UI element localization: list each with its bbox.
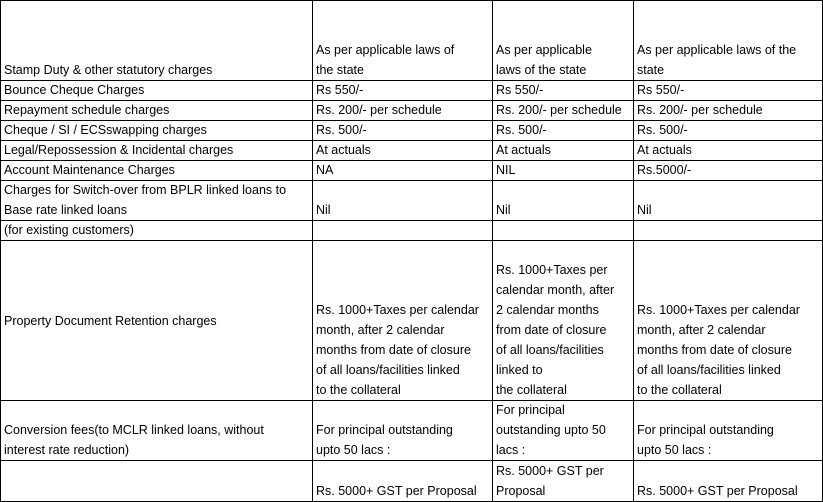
cell-text-line: Property Document Retention charges (4, 313, 217, 328)
value-cell (493, 401, 633, 460)
cell-text-line: Charges for Switch-over from BPLR linked loans to (4, 183, 287, 197)
value-cell (313, 1, 492, 80)
value-cell (313, 181, 492, 220)
row-label-cell (1, 141, 312, 160)
cell-text-line: Legal/Repossession & Incidental charges (4, 143, 234, 157)
cell-text-line: outstanding upto 50 (496, 423, 606, 437)
value-cell (313, 121, 492, 140)
cell-text-line: Rs. 5000+ GST per (496, 464, 604, 478)
cell-text-line: the collateral (496, 383, 567, 397)
value-cell (634, 101, 822, 120)
row-label-cell (1, 101, 312, 120)
value-cell (313, 141, 492, 160)
cell-text-line: Rs. 500/- (496, 123, 547, 137)
cell-text-line: Rs. 200/- per schedule (637, 103, 763, 117)
cell-text-line: state (637, 63, 665, 77)
row-label-cell (1, 1, 312, 80)
value-cell (634, 181, 822, 220)
cell-text-line: NIL (496, 163, 516, 177)
cell-text-line: calendar month, after (496, 283, 615, 297)
row-label-cell (1, 461, 312, 501)
value-cell (313, 101, 492, 120)
cell-text-line: to the collateral (316, 383, 401, 397)
cell-text-line: Rs 550/- (637, 83, 685, 97)
cell-text-line: Rs 550/- (496, 83, 544, 97)
cell-text-line: As per applicable laws of (316, 43, 455, 57)
cell-text-line: At actuals (637, 143, 692, 157)
cell-text-line: Rs. 200/- per schedule (496, 103, 622, 117)
value-cell (634, 241, 822, 400)
value-cell (313, 221, 492, 240)
cell-text-line: At actuals (496, 143, 551, 157)
value-cell (313, 81, 492, 100)
cell-text-line: laws of the state (496, 63, 587, 77)
value-cell (313, 241, 492, 400)
value-cell (313, 401, 492, 460)
cell-text-line: Nil (316, 203, 331, 217)
cell-text-line: Cheque / SI / ECSswapping charges (4, 123, 207, 137)
cell-text-line: Account Maintenance Charges (4, 163, 175, 177)
cell-text-line: Base rate linked loans (4, 203, 127, 217)
cell-text-line: month, after 2 calendar (637, 323, 766, 337)
value-cell (493, 181, 633, 220)
cell-text-line: As per applicable laws of the (637, 43, 797, 57)
cell-text-line: of all loans/facilities linked (316, 363, 460, 377)
cell-text-line: of all loans/facilities linked (637, 363, 781, 377)
cell-text-line: Rs. 1000+Taxes per calendar (637, 303, 800, 317)
cell-text-line: months from date of closure (637, 343, 792, 357)
value-cell (493, 101, 633, 120)
value-cell (634, 461, 822, 501)
value-cell (634, 221, 822, 240)
value-cell (634, 141, 822, 160)
cell-text-line: Rs. 500/- (637, 123, 688, 137)
cell-text-line: of all loans/facilities (496, 343, 604, 357)
value-cell (493, 241, 633, 400)
row-label-cell (1, 121, 312, 140)
cell-text-line: Rs. 5000+ GST per Proposal (637, 484, 798, 498)
cell-text-line: to the collateral (637, 383, 722, 397)
value-cell (634, 121, 822, 140)
cell-text-line: Rs. 1000+Taxes per calendar (316, 303, 479, 317)
cell-text-line: Rs. 200/- per schedule (316, 103, 442, 117)
cell-text-line: upto 50 lacs : (316, 443, 391, 457)
cell-text-line: Rs. 5000+ GST per Proposal (316, 484, 477, 498)
cell-text-line: Rs. 500/- (316, 123, 367, 137)
value-cell (313, 161, 492, 180)
value-cell (493, 141, 633, 160)
cell-text-line: month, after 2 calendar (316, 323, 445, 337)
row-label-cell (1, 241, 312, 400)
value-cell (634, 1, 822, 80)
value-cell (493, 161, 633, 180)
value-cell (493, 221, 633, 240)
value-cell (493, 461, 633, 501)
row-label-cell (1, 221, 312, 240)
cell-text-line: Bounce Cheque Charges (4, 83, 145, 97)
cell-text-line: upto 50 lacs : (637, 443, 712, 457)
cell-text-line: lacs : (496, 443, 526, 457)
cell-text-line: Rs. 1000+Taxes per (496, 263, 608, 277)
value-cell (493, 1, 633, 80)
row-label-cell (1, 401, 312, 460)
value-cell (634, 81, 822, 100)
cell-text-line: Rs 550/- (316, 83, 364, 97)
cell-text-line: Rs.5000/- (637, 163, 692, 177)
row-label-cell (1, 181, 312, 220)
row-label-cell (1, 81, 312, 100)
value-cell (313, 461, 492, 501)
cell-text-line: 2 calendar months (496, 303, 599, 317)
value-cell (634, 161, 822, 180)
cell-text-line: from date of closure (496, 323, 607, 337)
cell-text-line: As per applicable (496, 43, 592, 57)
cell-text-line: Conversion fees(to MCLR linked loans, without (4, 423, 264, 437)
cell-text-line: linked to (496, 363, 543, 377)
cell-text-line: Nil (496, 203, 511, 217)
value-cell (493, 81, 633, 100)
cell-text-line: Repayment schedule charges (4, 103, 170, 117)
cell-text-line: months from date of closure (316, 343, 471, 357)
row-label-cell (1, 161, 312, 180)
cell-text-line: For principal outstanding (637, 423, 774, 437)
cell-text-line: (for existing customers) (4, 223, 134, 237)
cell-text-line: At actuals (316, 143, 371, 157)
cell-text-line: For principal (496, 403, 565, 417)
cell-text-line: Nil (637, 203, 652, 217)
cell-text-line: the state (316, 63, 364, 77)
cell-text-line: interest rate reduction) (4, 443, 130, 457)
cell-text-line: For principal outstanding (316, 423, 453, 437)
value-cell (634, 401, 822, 460)
value-cell (493, 121, 633, 140)
cell-text-line: NA (316, 163, 334, 177)
cell-text-line: Proposal (496, 484, 546, 498)
cell-text-line: Stamp Duty & other statutory charges (4, 63, 213, 77)
